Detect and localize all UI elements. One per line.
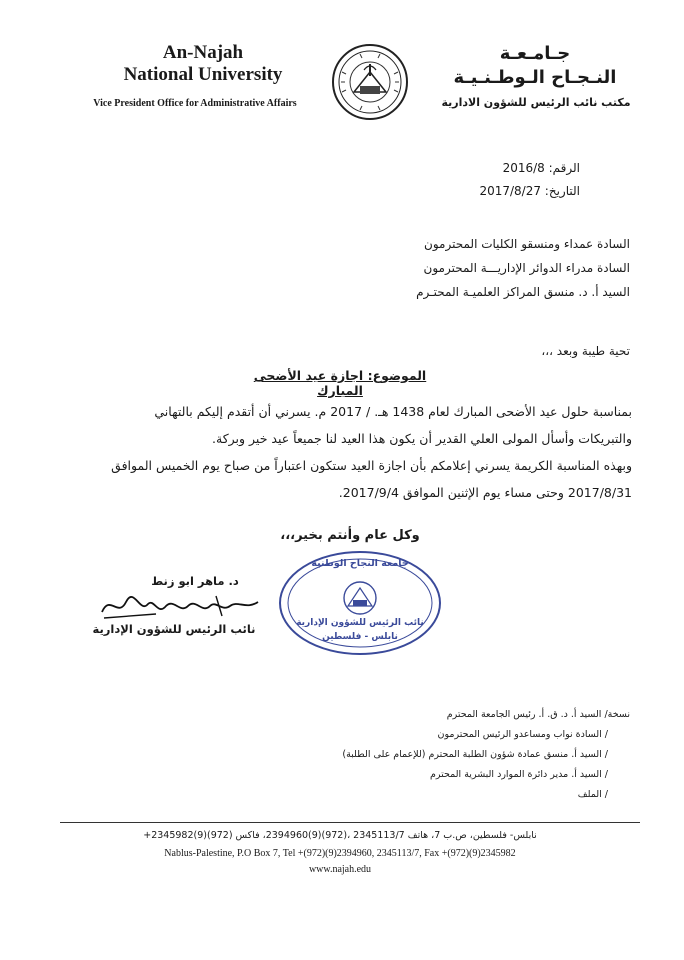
footer-address-ar: نابلس- فلسطين، ص.ب 7، هاتف 2345113/7 ،(972)(9)2394960، فاكس (972)(9)2345982+ [143,830,537,841]
subject-line: الموضوع: اجازة عيد الأضحى المبارك [253,368,427,398]
body-paragraph-line: 2017/8/31 وحتى مساء يوم الإثنين الموافق 2017/9/4. [338,485,632,500]
university-name-en [88,42,318,86]
university-name-ar-line2: النـجـاح الـوطـنـيـة [453,67,617,88]
footer-website: www.najah.edu [308,864,372,875]
university-name-ar-line1: جـامـعـة [499,43,571,64]
recipient-line: السادة عمداء ومنسقو الكليات المحترمون [424,237,630,251]
university-name-en-line1: An-Najah [162,42,244,63]
body-paragraph-line: وبهذه المناسبة الكريمة يسرني إعلامكم بأن اجازة العيد ستكون اعتباراً من صباح يوم الخميس الموافق [111,458,632,473]
signatory-name: د. ماهر ابو زنط [151,574,239,588]
university-name-ar [450,42,620,90]
copies-list [300,705,630,805]
copy-line: / السيد أ. مدير دائرة الموارد البشرية المحترم [430,769,608,780]
greeting: تحية طيبة وبعد ،،، [541,344,630,358]
stamp-city-text: نابلس - فلسطين [322,632,398,642]
copy-line: نسخة/ السيد أ. د. ق. أ. رئيس الجامعة المحترم [446,709,630,720]
office-name-en: Vice President Office for Administrative Affairs [93,98,297,109]
university-seal-logo [330,42,410,122]
signatory-title: نائب الرئيس للشؤون الإدارية [92,622,256,636]
body-paragraph-line: بمناسبة حلول عيد الأضحى المبارك لعام 1438 هـ. / 2017 م. يسرني أن أتقدم إليكم بالتهاني [154,404,632,419]
stamp-university-text: جامعة النجاح الوطنية [311,558,409,569]
recipients-block [330,232,630,304]
footer-address-en: Nablus-Palestine, P.O Box 7, Tel +(972)(9)2394960, 2345113/7, Fax +(972)(9)2345982 [164,848,516,859]
copy-line: / السيد أ. منسق عمادة شؤون الطلبة المحترم (للإعمام على الطلبة) [342,749,608,760]
copy-line: / السادة نواب ومساعدو الرئيس المحترمون [437,729,608,740]
official-stamp [276,548,444,658]
office-name-ar: مكتب نائب الرئيس للشؤون الادارية [441,96,631,109]
handwritten-signature [96,588,266,624]
reference-number: الرقم: 2016/8 [502,161,580,175]
body-paragraph-line: والتبريكات وأسأل المولى العلي القدير أن يكون هذا العيد لنا جميعاً عيد خير وبركة. [212,431,632,446]
recipient-line: السيد أ. د. منسق المراكز العلميـة المحتـرم [416,285,630,299]
stamp-office-text: نائب الرئيس للشؤون الإدارية [296,618,424,628]
university-name-en-line2: National University [123,64,283,85]
letter-body [60,398,632,506]
closing-line: وكل عام وأنتم بخير،،، [280,528,420,543]
letter-date: التاريخ: 2017/8/27 [479,184,580,198]
footer-divider [60,822,640,823]
copy-line: / الملف [577,789,608,800]
recipient-line: السادة مدراء الدوائر الإداريـــة المحترمون [423,261,630,275]
